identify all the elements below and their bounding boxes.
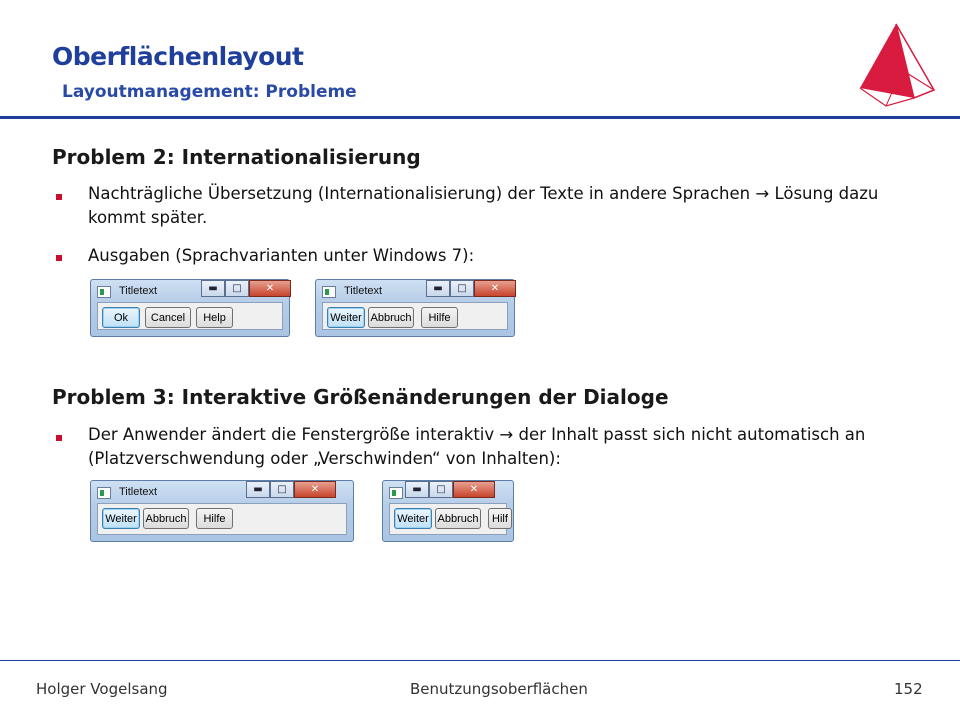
- abort-button[interactable]: Abbruch: [143, 508, 189, 529]
- dialog-english: [90, 279, 290, 337]
- close-button[interactable]: ✕: [474, 280, 516, 297]
- section-heading-problem-3: Problem 3: Interaktive Größenänderungen der Dialoge: [52, 385, 669, 409]
- help-button-clipped[interactable]: Hilf: [488, 508, 512, 529]
- window-title: Titletext: [344, 285, 383, 297]
- help-button[interactable]: Hilfe: [421, 307, 458, 328]
- caption-buttons: [426, 280, 516, 298]
- bullet-marker: [56, 435, 62, 441]
- footer-page-number: 152: [894, 680, 923, 698]
- maximize-button[interactable]: □: [450, 280, 474, 297]
- abort-button[interactable]: Abbruch: [435, 508, 481, 529]
- window-client-area: [389, 503, 507, 535]
- minimize-button[interactable]: ▬: [405, 481, 429, 498]
- close-button[interactable]: ✕: [453, 481, 495, 498]
- bullet-marker: [56, 255, 62, 261]
- bullet-text: Nachträgliche Übersetzung (Internationalisierung) der Texte in andere Sprachen → Lösung dazu kommt später.: [88, 184, 879, 227]
- bullet-marker: [56, 194, 62, 200]
- window-icon: [322, 286, 336, 298]
- header-rule: [0, 116, 960, 119]
- section-heading-problem-2: Problem 2: Internationalisierung: [52, 145, 421, 169]
- minimize-button[interactable]: ▬: [201, 280, 225, 297]
- bullet-text: Ausgaben (Sprachvarianten unter Windows 7):: [88, 246, 475, 265]
- window-client-area: [322, 302, 508, 330]
- help-button[interactable]: Help: [196, 307, 233, 328]
- abort-button[interactable]: Abbruch: [368, 307, 414, 328]
- help-button[interactable]: Hilfe: [196, 508, 233, 529]
- footer-rule: [0, 660, 960, 661]
- next-button[interactable]: Weiter: [102, 508, 140, 529]
- caption-buttons: [201, 280, 291, 298]
- window-icon: [97, 487, 111, 499]
- slide-title: Oberflächenlayout: [52, 42, 304, 71]
- close-button[interactable]: ✕: [249, 280, 291, 297]
- university-logo: [856, 20, 938, 112]
- maximize-button[interactable]: □: [429, 481, 453, 498]
- maximize-button[interactable]: □: [270, 481, 294, 498]
- window-icon: [389, 487, 403, 499]
- window-title: Titletext: [119, 285, 158, 297]
- dialog-german-narrow: [382, 480, 514, 542]
- dialog-german-wide: [90, 480, 354, 542]
- footer-course: Benutzungsoberflächen: [410, 680, 588, 698]
- window-client-area: [97, 503, 347, 535]
- caption-buttons: [405, 481, 495, 499]
- bullet-text: Der Anwender ändert die Fenstergröße interaktiv → der Inhalt passt sich nicht automatisch an (Platzverschwendung oder „Verschwinden“ von Inhalten):: [88, 425, 866, 468]
- slide-subtitle: Layoutmanagement: Probleme: [62, 82, 357, 102]
- minimize-button[interactable]: ▬: [246, 481, 270, 498]
- window-title: Titletext: [119, 486, 158, 498]
- dialog-german: [315, 279, 515, 337]
- window-client-area: [97, 302, 283, 330]
- footer-author: Holger Vogelsang: [36, 680, 168, 698]
- ok-button[interactable]: Ok: [102, 307, 140, 328]
- cancel-button[interactable]: Cancel: [145, 307, 191, 328]
- caption-buttons: [246, 481, 336, 499]
- next-button[interactable]: Weiter: [394, 508, 432, 529]
- next-button[interactable]: Weiter: [327, 307, 365, 328]
- maximize-button[interactable]: □: [225, 280, 249, 297]
- close-button[interactable]: ✕: [294, 481, 336, 498]
- window-icon: [97, 286, 111, 298]
- minimize-button[interactable]: ▬: [426, 280, 450, 297]
